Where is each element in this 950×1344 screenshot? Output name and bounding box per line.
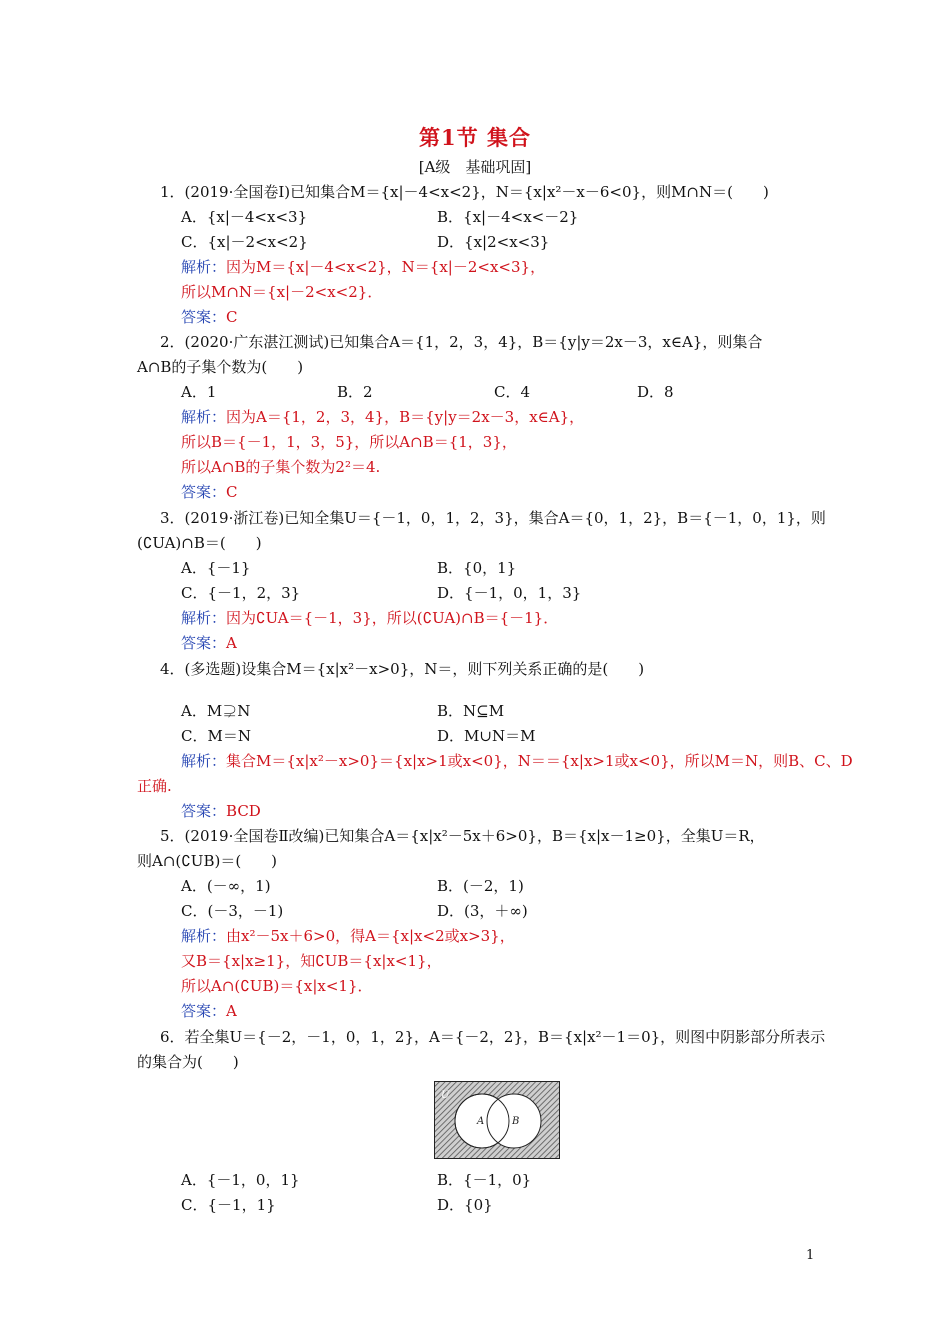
question-1-option-c: C．{x|－2<x<2} <box>181 233 308 251</box>
answer-label: 答案： <box>181 1002 227 1020</box>
question-4-answer <box>181 801 261 821</box>
question-6-option-a: A．{－1，0，1} <box>181 1171 300 1189</box>
question-4-option-c: C．M＝N <box>181 727 251 745</box>
question-2-option-c: C．4 <box>494 383 531 401</box>
question-6-option-c: C．{－1，1} <box>181 1196 276 1214</box>
answer-value: C <box>226 483 238 501</box>
question-6-stem-cont: 的集合为( ) <box>137 1053 239 1071</box>
venn-label-a: A <box>477 1116 485 1127</box>
venn-diagram <box>434 1081 560 1159</box>
question-1-analysis-line-2: 所以M∩N＝{x|－2<x<2}． <box>181 283 383 301</box>
answer-label: 答案： <box>181 308 227 326</box>
question-4-analysis-line-2: 正确. <box>137 777 172 795</box>
question-2-analysis <box>181 407 584 427</box>
question-2-analysis-line-3: 所以A∩B的子集个数为2²＝4. <box>181 458 381 476</box>
question-3-analysis <box>181 608 558 628</box>
question-3-option-d: D．{－1，0，1，3} <box>437 584 582 602</box>
question-5-option-c: C．(－3，－1) <box>181 902 284 920</box>
question-2-option-d: D．8 <box>637 383 674 401</box>
analysis-label: 解析： <box>181 927 227 945</box>
question-3-answer <box>181 633 237 653</box>
question-5-stem-cont: 则A∩(∁UB)＝( ) <box>137 852 278 870</box>
answer-label: 答案： <box>181 483 227 501</box>
answer-value: BCD <box>226 802 261 820</box>
page-title: 第1节 集合 <box>419 125 531 150</box>
answer-value: C <box>226 308 238 326</box>
question-2-answer <box>181 482 238 502</box>
question-5-option-a: A．(－∞，1) <box>181 877 271 895</box>
question-3-option-a: A．{－1} <box>181 559 251 577</box>
question-6-stem: 6．若全集U＝{－2，－1，0，1，2}，A＝{－2，2}，B＝{x|x²－1＝0}，则图中阴影部分所表示 <box>160 1028 826 1046</box>
question-4-analysis <box>181 751 853 771</box>
question-1-option-d: D．{x|2<x<3} <box>437 233 550 251</box>
answer-value: A <box>226 634 237 652</box>
question-5-answer <box>181 1001 237 1021</box>
question-3-stem: 3．(2019·浙江卷)已知全集U＝{－1，0，1，2，3}，集合A＝{0，1，2}，B＝{－1，0，1}，则 <box>160 509 826 527</box>
question-3-stem-cont: (∁UA)∩B＝( ) <box>137 534 262 552</box>
venn-label-u: U <box>441 1090 450 1101</box>
question-2-stem: 2．(2020·广东湛江测试)已知集合A＝{1，2，3，4}，B＝{y|y＝2x－3，x∈A}，则集合 <box>160 333 763 351</box>
section-subtitle: [A级 基础巩固] <box>418 158 532 176</box>
question-3-option-b: B．{0，1} <box>437 559 517 577</box>
question-5-option-d: D．(3，＋∞) <box>437 902 528 920</box>
question-1-analysis <box>181 257 545 277</box>
question-5-option-b: B．(－2，1) <box>437 877 524 895</box>
question-5-stem: 5．(2019·全国卷Ⅱ改编)已知集合A＝{x|x²－5x＋6>0}，B＝{x|x－1≥0}，全集U＝R， <box>160 827 765 845</box>
question-4-option-a: A．M⊋N <box>181 702 251 720</box>
question-1-stem: 1．(2019·全国卷Ⅰ)已知集合M＝{x|－4<x<2}，N＝{x|x²－x－6<0}，则M∩N＝( ) <box>160 183 769 201</box>
question-5-analysis-line-3: 所以A∩(∁UB)＝{x|x<1}． <box>181 977 373 995</box>
analysis-text: 因为M＝{x|－4<x<2}，N＝{x|－2<x<3}， <box>226 258 546 276</box>
question-5-analysis <box>181 926 515 946</box>
question-1-option-b: B．{x|－4<x<－2} <box>437 208 579 226</box>
question-1-option-a: A．{x|－4<x<3} <box>181 208 308 226</box>
question-2-analysis-line-2: 所以B＝{－1，1，3，5}，所以A∩B＝{1，3}， <box>181 433 517 451</box>
answer-label: 答案： <box>181 634 227 652</box>
answer-label: 答案： <box>181 802 227 820</box>
question-1-answer <box>181 307 238 327</box>
analysis-label: 解析： <box>181 408 227 426</box>
analysis-text: 由x²－5x＋6>0，得A＝{x|x<2或x>3}， <box>226 927 515 945</box>
question-2-stem-cont: A∩B的子集个数为( ) <box>137 358 304 376</box>
analysis-text: 因为A＝{1，2，3，4}，B＝{y|y＝2x－3，x∈A}， <box>226 408 585 426</box>
page-number: 1 <box>806 1248 815 1263</box>
question-6-option-b: B．{－1，0} <box>437 1171 532 1189</box>
analysis-text: 集合M＝{x|x²－x>0}＝{x|x>1或x<0}，N＝＝{x|x>1或x<0}，所以M＝N，则B、C、D <box>226 752 853 770</box>
question-3-option-c: C．{－1，2，3} <box>181 584 301 602</box>
analysis-label: 解析： <box>181 752 227 770</box>
analysis-label: 解析： <box>181 258 227 276</box>
question-2-option-a: A．1 <box>181 383 217 401</box>
analysis-label: 解析： <box>181 609 227 627</box>
question-4-option-b: B．N⊆M <box>437 702 505 720</box>
question-6-option-d: D．{0} <box>437 1196 493 1214</box>
venn-label-b: B <box>512 1116 520 1127</box>
question-5-analysis-line-2: 又B＝{x|x≥1}，知∁UB＝{x|x<1}， <box>181 952 442 970</box>
answer-value: A <box>226 1002 237 1020</box>
question-4-stem: 4．(多选题)设集合M＝{x|x²－x>0}，N＝，则下列关系正确的是( ) <box>160 660 645 678</box>
analysis-text: 因为∁UA＝{－1，3}，所以(∁UA)∩B＝{－1}． <box>226 609 559 627</box>
question-2-option-b: B．2 <box>337 383 373 401</box>
question-4-option-d: D．M∪N＝M <box>437 727 536 745</box>
